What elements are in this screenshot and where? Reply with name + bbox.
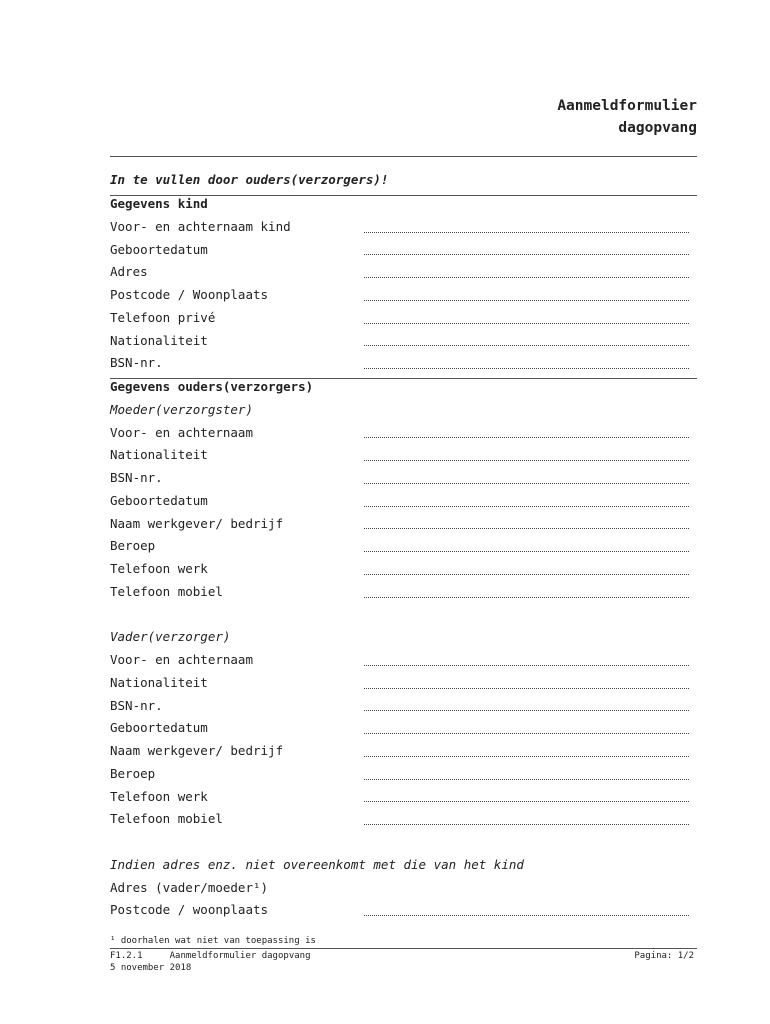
fill-in-line[interactable] bbox=[364, 756, 689, 757]
fill-in-line[interactable] bbox=[364, 528, 689, 529]
section-kind-heading: Gegevens kind bbox=[110, 196, 208, 211]
field-row[interactable] bbox=[110, 352, 697, 375]
vader-heading: Vader(verzorger) bbox=[110, 629, 231, 645]
field-label: Telefoon privé bbox=[110, 309, 216, 325]
field-row[interactable] bbox=[110, 581, 697, 604]
field-label: Voor- en achternaam kind bbox=[110, 218, 291, 234]
footer-page-number: Pagina: 1/2 bbox=[634, 951, 694, 961]
fill-in-line[interactable] bbox=[364, 597, 689, 598]
fill-in-line[interactable] bbox=[364, 551, 689, 552]
fill-in-line[interactable] bbox=[364, 801, 689, 802]
document-title bbox=[557, 95, 697, 139]
footnote: ¹ doorhalen wat niet van toepassing is bbox=[110, 936, 316, 946]
field-row[interactable] bbox=[110, 422, 697, 445]
fill-in-line[interactable] bbox=[364, 437, 689, 438]
field-label: Telefoon mobiel bbox=[110, 811, 223, 827]
field-label: Voor- en achternaam bbox=[110, 652, 253, 667]
field-label: Voor- en achternaam bbox=[110, 424, 253, 440]
field-label: Geboortedatum bbox=[110, 241, 208, 257]
field-label: Nationaliteit bbox=[110, 674, 208, 690]
field-row[interactable] bbox=[110, 808, 697, 831]
field-row[interactable] bbox=[110, 717, 697, 740]
field-row[interactable] bbox=[110, 558, 697, 581]
fill-in-line[interactable] bbox=[364, 460, 689, 461]
field-row[interactable] bbox=[110, 535, 697, 558]
fill-in-line[interactable] bbox=[364, 232, 689, 233]
field-row[interactable] bbox=[110, 444, 697, 467]
fill-in-line[interactable] bbox=[364, 345, 689, 346]
fill-in-line[interactable] bbox=[364, 665, 689, 666]
field-label: Postcode / Woonplaats bbox=[110, 287, 269, 302]
field-label: Beroep bbox=[110, 765, 156, 781]
field-label: Adres bbox=[110, 264, 148, 280]
field-row[interactable] bbox=[110, 786, 697, 809]
field-label: Postcode / woonplaats bbox=[110, 902, 269, 918]
field-label: Geboortedatum bbox=[110, 720, 208, 736]
field-label: Nationaliteit bbox=[110, 447, 208, 463]
field-label: Naam werkgever/ bedrijf bbox=[110, 515, 284, 531]
footer-date: 5 november 2018 bbox=[110, 963, 192, 973]
field-row bbox=[110, 877, 697, 900]
section-kind bbox=[110, 193, 697, 375]
page-footer bbox=[110, 950, 694, 974]
fill-in-line[interactable] bbox=[364, 506, 689, 507]
spacer bbox=[110, 604, 697, 627]
intro-text: In te vullen door ouders(verzorgers)! bbox=[110, 172, 389, 187]
field-row[interactable] bbox=[110, 649, 697, 672]
field-row[interactable] bbox=[110, 672, 697, 695]
fill-in-line[interactable] bbox=[364, 300, 689, 301]
fill-in-line[interactable] bbox=[364, 915, 689, 916]
field-row[interactable] bbox=[110, 307, 697, 330]
field-label: Adres (vader/moeder¹) bbox=[110, 879, 269, 895]
field-row[interactable] bbox=[110, 239, 697, 262]
field-label: Telefoon werk bbox=[110, 561, 208, 576]
footer-code: F1.2.1 bbox=[110, 951, 143, 961]
field-label: Geboortedatum bbox=[110, 492, 208, 508]
field-row[interactable] bbox=[110, 216, 697, 239]
alternate-address-heading: Indien adres enz. niet overeenkomt met die van het kind bbox=[110, 856, 524, 872]
field-row[interactable] bbox=[110, 740, 697, 763]
title-line-1: Aanmeldformulier bbox=[557, 98, 697, 114]
fill-in-line[interactable] bbox=[364, 710, 689, 711]
fill-in-line[interactable] bbox=[364, 688, 689, 689]
spacer bbox=[110, 831, 697, 854]
field-row[interactable] bbox=[110, 513, 697, 536]
field-row[interactable] bbox=[110, 467, 697, 490]
field-row[interactable] bbox=[110, 330, 697, 353]
field-label: Naam werkgever/ bedrijf bbox=[110, 743, 284, 758]
field-row[interactable] bbox=[110, 284, 697, 307]
moeder-heading: Moeder(verzorgster) bbox=[110, 401, 253, 417]
field-label: Telefoon werk bbox=[110, 788, 208, 804]
fill-in-line[interactable] bbox=[364, 574, 689, 575]
field-row[interactable] bbox=[110, 695, 697, 718]
fill-in-line[interactable] bbox=[364, 483, 689, 484]
fill-in-line[interactable] bbox=[364, 733, 689, 734]
field-label: BSN-nr. bbox=[110, 470, 163, 485]
title-line-2: dagopvang bbox=[618, 120, 697, 136]
footer-doc-name: Aanmeldformulier dagopvang bbox=[169, 951, 311, 961]
field-label: Nationaliteit bbox=[110, 332, 208, 348]
fill-in-line[interactable] bbox=[364, 779, 689, 780]
footer-divider bbox=[110, 948, 697, 949]
field-row[interactable] bbox=[110, 763, 697, 786]
fill-in-line[interactable] bbox=[364, 824, 689, 825]
fill-in-line[interactable] bbox=[364, 323, 689, 324]
field-label: BSN-nr. bbox=[110, 355, 163, 371]
field-row[interactable] bbox=[110, 899, 697, 922]
fill-in-line[interactable] bbox=[364, 368, 689, 369]
section-ouders-heading: Gegevens ouders(verzorgers) bbox=[110, 379, 314, 394]
section-ouders bbox=[110, 376, 697, 922]
top-divider bbox=[110, 156, 697, 157]
field-row[interactable] bbox=[110, 490, 697, 513]
field-label: Telefoon mobiel bbox=[110, 583, 223, 599]
field-label: Beroep bbox=[110, 538, 156, 554]
fill-in-line[interactable] bbox=[364, 254, 689, 255]
fill-in-line[interactable] bbox=[364, 277, 689, 278]
field-row[interactable] bbox=[110, 261, 697, 284]
field-label: BSN-nr. bbox=[110, 697, 163, 713]
